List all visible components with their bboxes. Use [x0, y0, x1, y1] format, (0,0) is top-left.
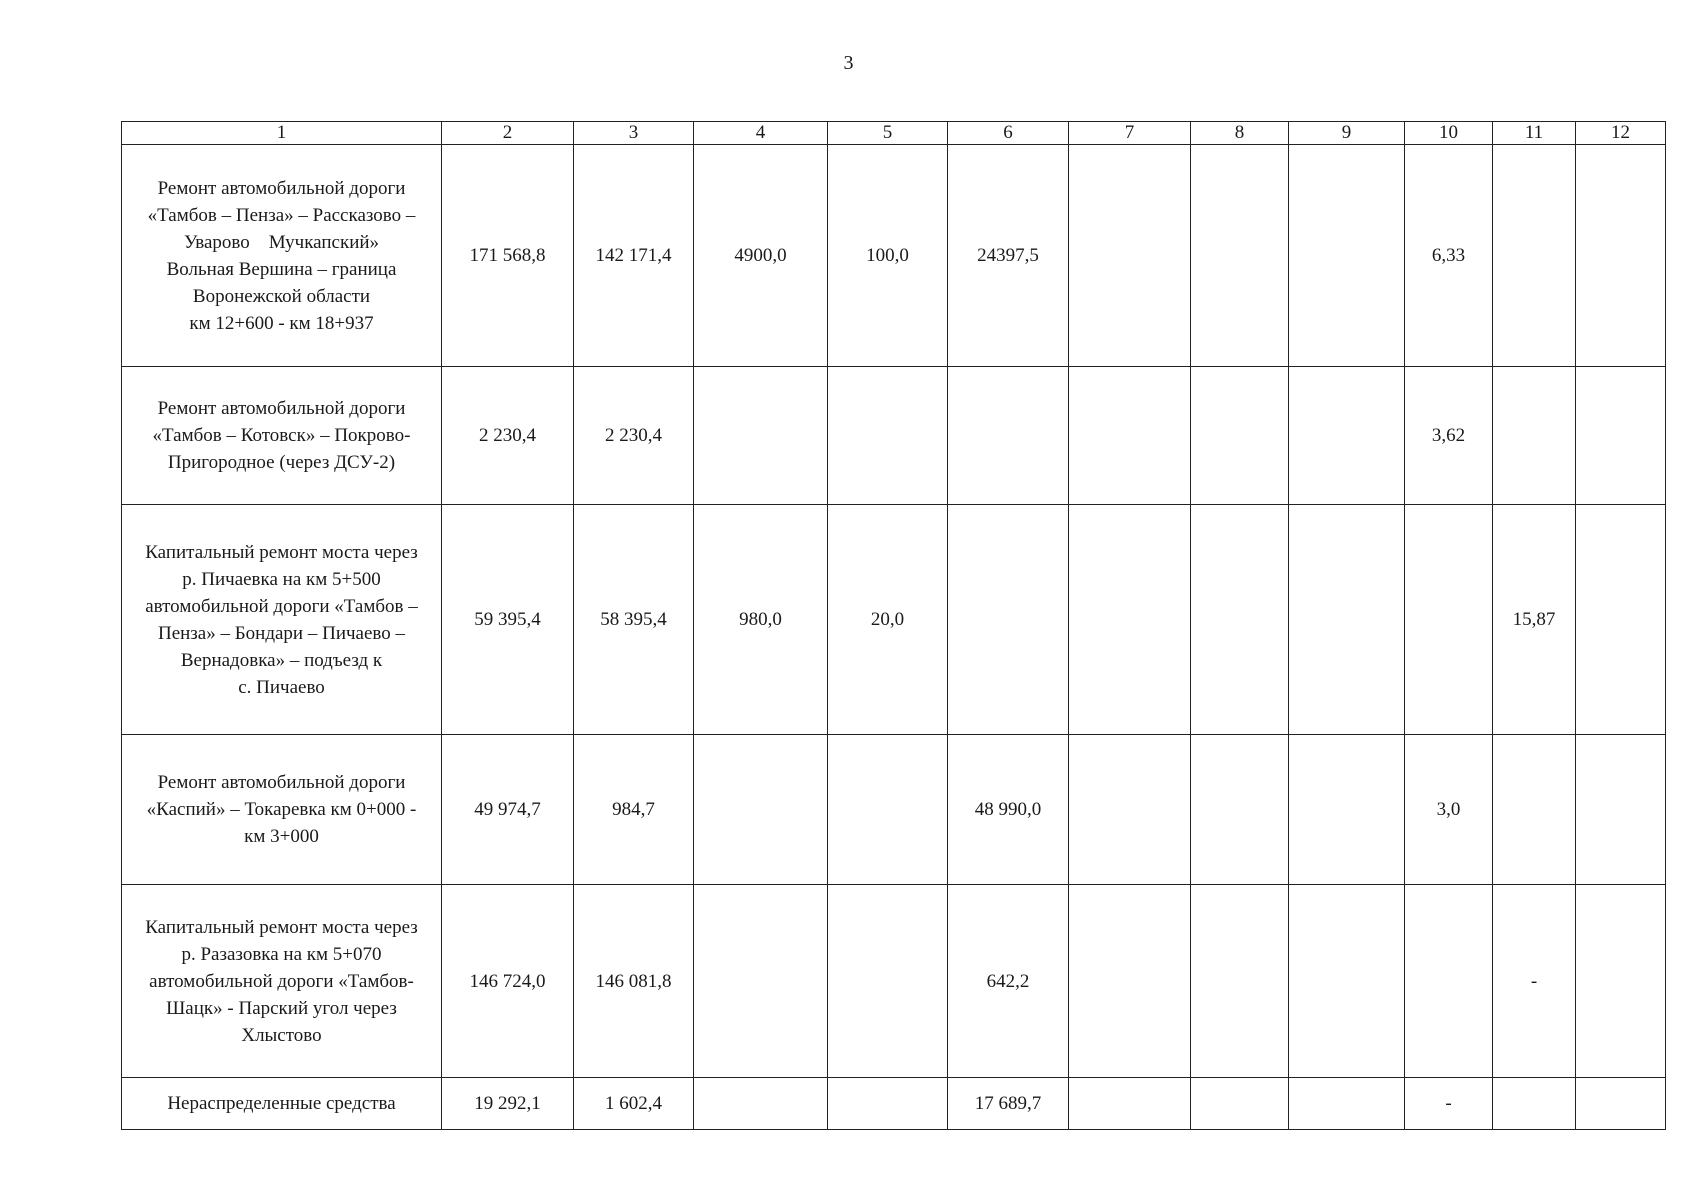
table-cell [1576, 505, 1666, 735]
table-cell: 642,2 [948, 885, 1069, 1078]
description-line: автомобильной дороги «Тамбов- [149, 970, 414, 992]
description-line: Воронежской области [192, 285, 371, 307]
description-line: автомобильной дороги «Тамбов – [145, 595, 418, 617]
table-cell [1576, 1078, 1666, 1130]
description-line: Вольная Вершина – граница [166, 258, 397, 280]
table-cell [1191, 145, 1289, 367]
table-cell [1576, 145, 1666, 367]
column-header: 10 [1405, 122, 1493, 145]
description-line: Ремонт автомобильной дороги [157, 772, 406, 793]
description-line: с. Пичаево [238, 676, 325, 698]
column-header: 12 [1576, 122, 1666, 145]
table-cell: 17 689,7 [948, 1078, 1069, 1130]
column-header: 11 [1493, 122, 1576, 145]
description-line: Капитальный ремонт моста через [145, 541, 418, 563]
table-cell: 980,0 [694, 505, 828, 735]
table-row [122, 367, 1666, 505]
row-description [122, 367, 442, 505]
table-cell: 2 230,4 [574, 367, 694, 505]
table-cell: 4900,0 [694, 145, 828, 367]
row-description [122, 505, 442, 735]
table-cell [1069, 367, 1191, 505]
table-row [122, 145, 1666, 367]
page-number: 3 [843, 52, 854, 74]
description-line: Хлыстово [241, 1024, 322, 1046]
row-description [122, 735, 442, 885]
table-cell [828, 735, 948, 885]
table-cell [1069, 505, 1191, 735]
table-cell: 19 292,1 [442, 1078, 574, 1130]
table-cell: 171 568,8 [442, 145, 574, 367]
table-cell [1069, 885, 1191, 1078]
description-line: р. Пичаевка на км 5+500 [182, 568, 381, 590]
table-cell [1191, 885, 1289, 1078]
table-row [122, 1078, 1666, 1130]
description-line: «Тамбов – Котовск» – Покрово- [152, 425, 411, 446]
table-cell [948, 367, 1069, 505]
table-cell: 146 081,8 [574, 885, 694, 1078]
description-line: Капитальный ремонт моста через [145, 916, 418, 938]
table-cell [1069, 145, 1191, 367]
table-cell: 2 230,4 [442, 367, 574, 505]
table-cell: 3,62 [1405, 367, 1493, 505]
table-cell [694, 885, 828, 1078]
table-cell [694, 367, 828, 505]
table-row [122, 505, 1666, 735]
table-cell [1069, 735, 1191, 885]
table-cell [1069, 1078, 1191, 1130]
table-cell [1289, 367, 1405, 505]
table-cell: 984,7 [574, 735, 694, 885]
row-description [122, 145, 442, 367]
table-cell [1289, 1078, 1405, 1130]
row-description [122, 1078, 442, 1130]
table-cell [1191, 367, 1289, 505]
table-cell [1405, 885, 1493, 1078]
table-cell: 20,0 [828, 505, 948, 735]
description-line: р. Разазовка на км 5+070 [181, 943, 382, 965]
table-row [122, 735, 1666, 885]
table-cell [1576, 367, 1666, 505]
description-line: Уварово Мучкапский» [183, 231, 380, 253]
table-cell: 59 395,4 [442, 505, 574, 735]
table-cell: 48 990,0 [948, 735, 1069, 885]
table-cell [1289, 735, 1405, 885]
description-line: Вернадовка» – подъезд к [180, 649, 383, 671]
column-header: 2 [442, 122, 574, 145]
table-cell [694, 735, 828, 885]
table-cell: 6,33 [1405, 145, 1493, 367]
table-cell [1493, 735, 1576, 885]
description-line: Пенза» – Бондари – Пичаево – [157, 622, 405, 644]
table-cell [694, 1078, 828, 1130]
column-header: 8 [1191, 122, 1289, 145]
table-cell: 58 395,4 [574, 505, 694, 735]
description-line: «Каспий» – Токаревка км 0+000 - [146, 799, 417, 820]
row-description [122, 885, 442, 1078]
table-cell: 49 974,7 [442, 735, 574, 885]
table-cell: 1 602,4 [574, 1078, 694, 1130]
data-table [121, 121, 1666, 1130]
table-cell: 15,87 [1493, 505, 1576, 735]
description-line: Ремонт автомобильной дороги [157, 398, 406, 419]
column-header: 1 [122, 122, 442, 145]
column-header: 7 [1069, 122, 1191, 145]
column-header: 9 [1289, 122, 1405, 145]
column-header: 4 [694, 122, 828, 145]
table-cell: 142 171,4 [574, 145, 694, 367]
table-cell: 24397,5 [948, 145, 1069, 367]
column-header: 3 [574, 122, 694, 145]
table-cell [1289, 145, 1405, 367]
table-cell [828, 1078, 948, 1130]
table-cell [828, 885, 948, 1078]
table-cell: - [1493, 885, 1576, 1078]
table-cell [1191, 505, 1289, 735]
table-cell: - [1405, 1078, 1493, 1130]
description-line: км 12+600 - км 18+937 [189, 312, 374, 334]
table-cell: 146 724,0 [442, 885, 574, 1078]
table-cell [1289, 885, 1405, 1078]
description-line: «Тамбов – Пенза» – Рассказово – [147, 204, 416, 226]
column-header: 6 [948, 122, 1069, 145]
table-cell [948, 505, 1069, 735]
table-cell [1576, 735, 1666, 885]
table-row [122, 885, 1666, 1078]
table-cell [1493, 1078, 1576, 1130]
table-cell [828, 367, 948, 505]
table-cell: 3,0 [1405, 735, 1493, 885]
table-cell [1493, 145, 1576, 367]
description-line: Пригородное (через ДСУ-2) [167, 452, 396, 473]
table-cell [1493, 367, 1576, 505]
description-line: км 3+000 [244, 826, 319, 847]
description-line: Ремонт автомобильной дороги [157, 177, 406, 199]
table-cell [1191, 1078, 1289, 1130]
column-header: 5 [828, 122, 948, 145]
header-row [122, 122, 1666, 145]
description-line: Шацк» - Парский угол через [166, 997, 397, 1019]
table-cell [1289, 505, 1405, 735]
table-cell [1576, 885, 1666, 1078]
table-cell [1191, 735, 1289, 885]
table-cell: 100,0 [828, 145, 948, 367]
description-line: Нераспределенные средства [167, 1093, 396, 1114]
table-cell [1405, 505, 1493, 735]
